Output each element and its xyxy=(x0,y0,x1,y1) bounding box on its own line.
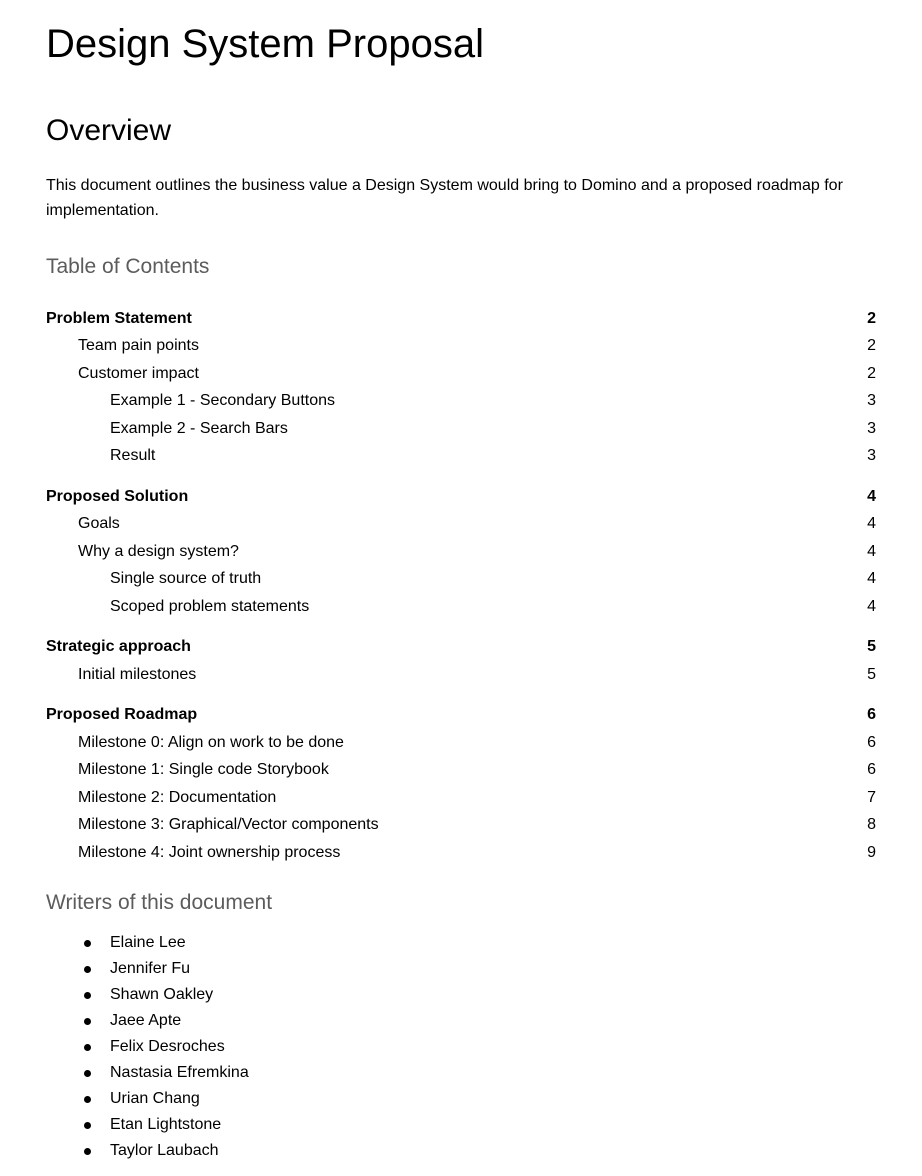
toc-entry-label[interactable]: Goals xyxy=(78,515,120,533)
toc-heading: Table of Contents xyxy=(46,255,210,278)
bullet-icon xyxy=(84,1070,91,1077)
toc-entry-page: 7 xyxy=(867,788,876,806)
bullet-icon xyxy=(84,1122,91,1129)
writer-name: Etan Lightstone xyxy=(110,1115,222,1133)
toc-entry-label[interactable]: Proposed Roadmap xyxy=(46,706,198,724)
writer-item xyxy=(46,956,876,982)
writer-name: Shawn Oakley xyxy=(110,985,214,1003)
toc-entry-scoped-problem-statements[interactable] xyxy=(46,593,876,621)
writers-list xyxy=(46,930,876,1164)
writer-item xyxy=(46,1060,876,1086)
toc-entry-label[interactable]: Example 2 - Search Bars xyxy=(110,419,288,437)
toc-entry-strategic-approach[interactable] xyxy=(46,634,876,662)
toc-entry-label[interactable]: Milestone 4: Joint ownership process xyxy=(78,843,341,861)
toc-entry-page: 5 xyxy=(867,665,876,683)
toc-entry-page: 3 xyxy=(867,392,876,410)
bullet-icon xyxy=(84,966,91,973)
writer-item xyxy=(46,982,876,1008)
document-title: Design System Proposal xyxy=(46,22,484,66)
toc-entry-label[interactable]: Example 1 - Secondary Buttons xyxy=(110,392,336,410)
toc-entry-page: 6 xyxy=(867,733,876,751)
toc-entry-label[interactable]: Milestone 2: Documentation xyxy=(78,788,277,806)
toc-entry-problem-statement[interactable] xyxy=(46,305,876,333)
writer-item xyxy=(46,1138,876,1164)
bullet-icon xyxy=(84,1018,91,1025)
writers-heading: Writers of this document xyxy=(46,890,273,914)
writer-name: Felix Desroches xyxy=(110,1037,225,1055)
writer-item xyxy=(46,1034,876,1060)
toc-entry-page: 6 xyxy=(867,761,876,779)
toc-entry-label[interactable]: Single source of truth xyxy=(110,570,262,588)
overview-heading: Overview xyxy=(46,114,172,147)
bullet-icon xyxy=(84,992,91,999)
toc-entry-label[interactable]: Customer impact xyxy=(78,364,199,382)
toc-entry-milestone-4[interactable] xyxy=(46,839,876,867)
overview-paragraph: This document outlines the business value a Design System would bring to Domino and a proposed roadmap for implementation. xyxy=(46,177,843,219)
toc-entry-page: 4 xyxy=(867,487,876,505)
toc-entry-milestone-0[interactable] xyxy=(46,729,876,757)
table-of-contents xyxy=(46,305,876,867)
toc-entry-label[interactable]: Proposed Solution xyxy=(46,487,189,505)
toc-entry-initial-milestones[interactable] xyxy=(46,661,876,689)
bullet-icon xyxy=(84,1096,91,1103)
bullet-icon xyxy=(84,1044,91,1051)
toc-entry-label[interactable]: Problem Statement xyxy=(46,309,192,327)
toc-entry-label[interactable]: Milestone 1: Single code Storybook xyxy=(78,761,329,779)
toc-entry-label[interactable]: Strategic approach xyxy=(46,638,191,656)
toc-entry-page: 2 xyxy=(867,337,876,355)
bullet-icon xyxy=(84,940,91,947)
toc-entry-label[interactable]: Why a design system? xyxy=(78,542,239,560)
toc-entry-label[interactable]: Result xyxy=(110,447,156,465)
writer-item xyxy=(46,1008,876,1034)
bullet-icon xyxy=(84,1148,91,1155)
toc-entry-label[interactable]: Milestone 0: Align on work to be done xyxy=(78,733,344,751)
writer-name: Urian Chang xyxy=(110,1089,200,1107)
toc-entry-page: 2 xyxy=(867,364,876,382)
toc-entry-page: 6 xyxy=(867,706,876,724)
toc-entry-result[interactable] xyxy=(46,443,876,471)
toc-entry-page: 4 xyxy=(867,515,876,533)
toc-entry-team-pain-points[interactable] xyxy=(46,333,876,361)
toc-entry-milestone-1[interactable] xyxy=(46,757,876,785)
toc-entry-why-a-design-system[interactable] xyxy=(46,538,876,566)
writer-item xyxy=(46,1086,876,1112)
toc-entry-proposed-solution[interactable] xyxy=(46,483,876,511)
toc-entry-example-2[interactable] xyxy=(46,415,876,443)
toc-entry-proposed-roadmap[interactable] xyxy=(46,702,876,730)
toc-entry-page: 4 xyxy=(867,570,876,588)
toc-entry-example-1[interactable] xyxy=(46,388,876,416)
toc-entry-label[interactable]: Initial milestones xyxy=(78,665,197,683)
toc-entry-goals[interactable] xyxy=(46,511,876,539)
toc-entry-page: 4 xyxy=(867,542,876,560)
writer-name: Jennifer Fu xyxy=(110,959,191,977)
toc-entry-page: 5 xyxy=(867,638,876,656)
toc-entry-customer-impact[interactable] xyxy=(46,360,876,388)
toc-entry-label[interactable]: Milestone 3: Graphical/Vector components xyxy=(78,816,379,834)
writer-name: Elaine Lee xyxy=(110,933,186,951)
writer-name: Jaee Apte xyxy=(110,1011,182,1029)
toc-entry-page: 4 xyxy=(867,597,876,615)
toc-entry-label[interactable]: Team pain points xyxy=(78,337,199,355)
writer-name: Taylor Laubach xyxy=(110,1141,219,1159)
toc-entry-page: 2 xyxy=(867,309,876,327)
toc-entry-page: 9 xyxy=(867,843,876,861)
writer-name: Nastasia Efremkina xyxy=(110,1063,249,1081)
toc-entry-single-source-of-truth[interactable] xyxy=(46,566,876,594)
writer-item xyxy=(46,930,876,956)
toc-entry-label[interactable]: Scoped problem statements xyxy=(110,597,310,615)
toc-entry-page: 8 xyxy=(867,816,876,834)
toc-entry-milestone-2[interactable] xyxy=(46,784,876,812)
toc-entry-page: 3 xyxy=(867,447,876,465)
writer-item xyxy=(46,1112,876,1138)
toc-entry-page: 3 xyxy=(867,419,876,437)
toc-entry-milestone-3[interactable] xyxy=(46,812,876,840)
